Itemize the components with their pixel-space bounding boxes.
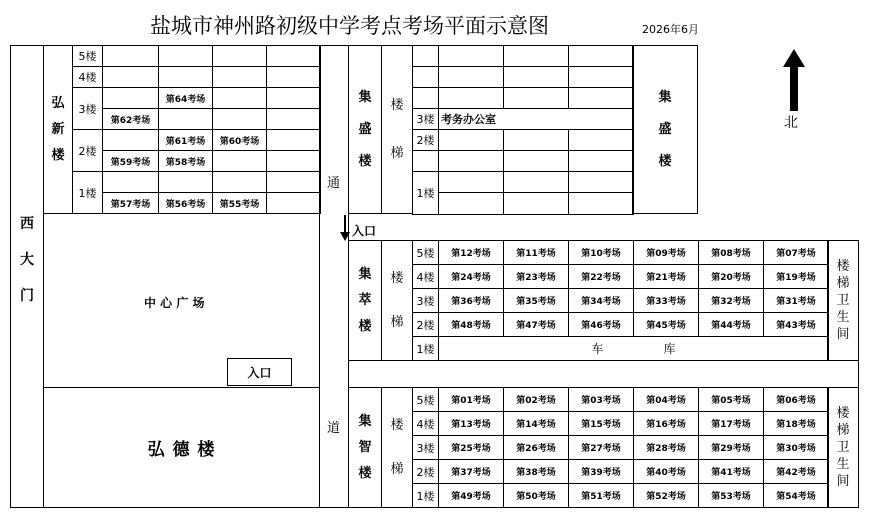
- room-cell: 第45考场: [634, 313, 699, 337]
- room-cell: [439, 88, 504, 109]
- jicui-building: [348, 240, 382, 361]
- room-cell: 第14考场: [504, 412, 569, 436]
- jicui-side-label: [828, 241, 858, 360]
- room-cell: 第38考场: [504, 460, 569, 484]
- vertical-char: 弘: [51, 95, 65, 111]
- room-cell: 第11考场: [504, 241, 569, 265]
- room-cell: 第03考场: [569, 388, 634, 412]
- room-cell: [267, 67, 321, 88]
- room-cell: [569, 46, 634, 67]
- room-cell: [569, 130, 634, 151]
- table-row: [413, 436, 829, 460]
- vertical-char: 楼: [390, 97, 404, 113]
- vertical-char: 楼: [836, 259, 850, 274]
- floor-label: 5楼: [413, 241, 439, 265]
- floor-label: 5楼: [413, 388, 439, 412]
- room-cell: [213, 151, 267, 172]
- vertical-char: 间: [836, 327, 850, 342]
- room-cell: [103, 88, 159, 109]
- hongxin-room-grid: [72, 45, 321, 214]
- jicui-stair-label: [382, 241, 412, 360]
- table-row: [413, 241, 829, 265]
- vertical-char: 集: [358, 266, 372, 282]
- room-cell: [569, 67, 634, 88]
- jizhi-side: [827, 387, 859, 508]
- room-cell: [504, 193, 569, 215]
- room-cell: 第31考场: [764, 289, 829, 313]
- floor-label: 2楼: [413, 130, 439, 151]
- room-cell: [103, 67, 159, 88]
- room-cell: 第07考场: [764, 241, 829, 265]
- vertical-char: 楼: [358, 318, 372, 334]
- room-cell: 第59考场: [103, 151, 159, 172]
- table-row: [413, 289, 829, 313]
- vertical-char: 梯: [836, 276, 850, 291]
- jizhi-building: [348, 387, 382, 508]
- floor-label: [413, 46, 439, 67]
- room-cell: 第01考场: [439, 388, 504, 412]
- table-row: [413, 46, 634, 67]
- passage: [319, 45, 349, 508]
- vertical-char: 门: [20, 288, 34, 304]
- vertical-char: 集: [658, 89, 672, 105]
- room-cell: [439, 172, 504, 193]
- room-cell: 第32考场: [699, 289, 764, 313]
- table-row: [73, 109, 321, 130]
- vertical-char: 智: [358, 439, 372, 455]
- room-cell: 第64考场: [159, 88, 213, 109]
- vertical-char: 西: [20, 216, 34, 232]
- room-cell: 第13考场: [439, 412, 504, 436]
- room-cell: [504, 151, 569, 172]
- table-row: [413, 484, 829, 508]
- vertical-char: 盛: [358, 121, 372, 137]
- vertical-char: 卫: [836, 293, 850, 308]
- floor-label: 1楼: [413, 337, 439, 361]
- room-cell: 第23考场: [504, 265, 569, 289]
- east-entrance-label: 入口: [352, 224, 377, 238]
- room-cell: [213, 109, 267, 130]
- jisheng-right-label: [633, 46, 697, 213]
- floor-label: 4楼: [73, 67, 103, 88]
- table-row: [73, 130, 321, 151]
- hongxin-building: [43, 45, 73, 214]
- room-cell: 第05考场: [699, 388, 764, 412]
- vertical-char: 大: [20, 252, 34, 268]
- room-cell: [439, 130, 504, 151]
- vertical-char: 梯: [390, 145, 404, 161]
- room-cell: 第27考场: [569, 436, 634, 460]
- room-cell: 第12考场: [439, 241, 504, 265]
- vertical-char: 间: [836, 474, 850, 489]
- office-cell: 考务办公室: [439, 109, 634, 130]
- room-cell: [213, 172, 267, 193]
- floor-label: 2楼: [413, 313, 439, 337]
- jizhi-room-grid: [412, 387, 829, 508]
- vertical-char: 卫: [836, 440, 850, 455]
- floor-label: 3楼: [73, 88, 103, 130]
- room-cell: [504, 67, 569, 88]
- room-cell: [213, 67, 267, 88]
- room-cell: [439, 67, 504, 88]
- room-cell: 第60考场: [213, 130, 267, 151]
- room-cell: [504, 88, 569, 109]
- jicui-building-label: [349, 241, 381, 360]
- central-plaza: [43, 213, 320, 388]
- room-cell: [569, 172, 634, 193]
- room-cell: 第36考场: [439, 289, 504, 313]
- room-cell: 第19考场: [764, 265, 829, 289]
- jizhi-building-label: [349, 388, 381, 507]
- floor-label: [413, 67, 439, 88]
- floor-label: 1楼: [73, 172, 103, 214]
- room-cell: [103, 172, 159, 193]
- vertical-char: 新: [51, 121, 65, 137]
- room-cell: 第62考场: [103, 109, 159, 130]
- hongde-building: 弘 德 楼: [43, 387, 320, 508]
- jizhi-stair: [381, 387, 413, 508]
- jizhi-side-label: [828, 388, 858, 507]
- room-cell: [569, 193, 634, 215]
- table-row: [73, 67, 321, 88]
- room-cell: [504, 46, 569, 67]
- room-cell: [267, 193, 321, 214]
- floor-label: [413, 88, 439, 109]
- jisheng-stair: [381, 45, 413, 214]
- vertical-char: 生: [836, 457, 850, 472]
- floor-label: 4楼: [413, 412, 439, 436]
- room-cell: 第28考场: [634, 436, 699, 460]
- down-arrow-icon: [340, 214, 350, 242]
- table-row: [413, 337, 829, 361]
- floor-label: 4楼: [413, 265, 439, 289]
- room-cell: 第61考场: [159, 130, 213, 151]
- room-cell: 第17考场: [699, 412, 764, 436]
- jicui-side: [827, 240, 859, 361]
- room-cell: [267, 109, 321, 130]
- jisheng-right-wing: [632, 45, 698, 214]
- room-cell: [159, 109, 213, 130]
- jizhi-stair-label: [382, 388, 412, 507]
- vertical-char: 萃: [358, 292, 372, 308]
- room-cell: [569, 151, 634, 172]
- room-cell: 第18考场: [764, 412, 829, 436]
- vertical-char: 集: [358, 413, 372, 429]
- room-cell: 第09考场: [634, 241, 699, 265]
- room-cell: 第47考场: [504, 313, 569, 337]
- floor-label: 5楼: [73, 46, 103, 67]
- room-cell: 第55考场: [213, 193, 267, 214]
- vertical-char: 楼: [658, 153, 672, 169]
- room-cell: 第37考场: [439, 460, 504, 484]
- room-cell: [439, 193, 504, 215]
- passage-char-2: 道: [327, 421, 341, 436]
- room-cell: 第50考场: [504, 484, 569, 508]
- floor-label: 2楼: [413, 460, 439, 484]
- room-cell: 第49考场: [439, 484, 504, 508]
- room-cell: 第15考场: [569, 412, 634, 436]
- room-cell: 第33考场: [634, 289, 699, 313]
- table-row: [73, 172, 321, 193]
- room-cell: 第25考场: [439, 436, 504, 460]
- room-cell: [439, 151, 504, 172]
- page-title: 盐城市神州路初级中学考点考场平面示意图: [150, 14, 549, 38]
- room-cell: 第22考场: [569, 265, 634, 289]
- jisheng-stair-label: [382, 46, 412, 213]
- room-cell: 第48考场: [439, 313, 504, 337]
- room-cell: 第08考场: [699, 241, 764, 265]
- room-cell: 第52考场: [634, 484, 699, 508]
- room-cell: 第40考场: [634, 460, 699, 484]
- room-cell: 第44考场: [699, 313, 764, 337]
- vertical-char: 楼: [51, 147, 65, 163]
- jicui-room-grid: [412, 240, 829, 361]
- room-cell: 第29考场: [699, 436, 764, 460]
- room-cell: 第57考场: [103, 193, 159, 214]
- north-label: 北: [784, 115, 798, 131]
- west-gate-label: [11, 206, 43, 314]
- table-row: [413, 67, 634, 88]
- room-cell: 第42考场: [764, 460, 829, 484]
- room-cell: 第46考场: [569, 313, 634, 337]
- room-cell: [213, 88, 267, 109]
- courtyard-strip: [348, 360, 859, 388]
- room-cell: 第43考场: [764, 313, 829, 337]
- table-row: [73, 88, 321, 109]
- table-row: [413, 412, 829, 436]
- vertical-char: 梯: [390, 314, 404, 330]
- table-row: [413, 88, 634, 109]
- north-arrow-icon: [782, 47, 806, 113]
- room-cell: [159, 67, 213, 88]
- floor-label: 2楼: [73, 130, 103, 172]
- room-cell: 第04考场: [634, 388, 699, 412]
- room-cell: 第56考场: [159, 193, 213, 214]
- floor-label: 3楼: [413, 109, 439, 130]
- room-cell: 第24考场: [439, 265, 504, 289]
- room-cell: 第10考场: [569, 241, 634, 265]
- table-row: [413, 460, 829, 484]
- room-cell: [439, 46, 504, 67]
- room-cell: 第54考场: [764, 484, 829, 508]
- room-cell: [504, 172, 569, 193]
- table-row: [413, 388, 829, 412]
- vertical-char: 盛: [658, 121, 672, 137]
- jisheng-building-label: [349, 46, 381, 213]
- room-cell: 第21考场: [634, 265, 699, 289]
- floor-label: 3楼: [413, 436, 439, 460]
- table-row: [73, 193, 321, 214]
- room-cell: 第16考场: [634, 412, 699, 436]
- table-row: [413, 265, 829, 289]
- table-row: [413, 313, 829, 337]
- room-cell: [267, 130, 321, 151]
- room-cell: [103, 130, 159, 151]
- room-cell: [267, 172, 321, 193]
- room-cell: 第58考场: [159, 151, 213, 172]
- vertical-char: 梯: [390, 461, 404, 477]
- date-label: 2026年6月: [642, 23, 699, 36]
- west-gate: [10, 45, 44, 508]
- room-cell: 第26考场: [504, 436, 569, 460]
- jisheng-room-grid: [412, 45, 634, 215]
- vertical-char: 楼: [836, 406, 850, 421]
- table-row: [413, 172, 634, 193]
- room-cell: [267, 46, 321, 67]
- vertical-char: 楼: [390, 417, 404, 433]
- jicui-stair: [381, 240, 413, 361]
- hongxin-building-label: [44, 46, 72, 213]
- vertical-char: 生: [836, 310, 850, 325]
- room-cell: 第30考场: [764, 436, 829, 460]
- table-row: [73, 46, 321, 67]
- floor-label: [413, 151, 439, 172]
- room-cell: 第41考场: [699, 460, 764, 484]
- room-cell: 第06考场: [764, 388, 829, 412]
- table-row: [413, 130, 634, 151]
- room-cell: [569, 88, 634, 109]
- room-cell: [213, 46, 267, 67]
- room-cell: 第02考场: [504, 388, 569, 412]
- plaza-entrance: 入口: [227, 358, 292, 386]
- vertical-char: 楼: [390, 270, 404, 286]
- vertical-char: 楼: [358, 465, 372, 481]
- room-cell: [103, 46, 159, 67]
- room-cell: 第51考场: [569, 484, 634, 508]
- room-cell: 第53考场: [699, 484, 764, 508]
- jisheng-building: [348, 45, 382, 214]
- vertical-char: 梯: [836, 423, 850, 438]
- floor-label: 1楼: [413, 172, 439, 215]
- room-cell: [267, 88, 321, 109]
- vertical-char: 楼: [358, 153, 372, 169]
- table-row: [413, 109, 634, 130]
- room-cell: 第39考场: [569, 460, 634, 484]
- passage-char-1: 通: [327, 176, 341, 191]
- vertical-char: 集: [358, 89, 372, 105]
- room-cell: [159, 46, 213, 67]
- room-cell: [267, 151, 321, 172]
- table-row: [73, 151, 321, 172]
- room-cell: 第34考场: [569, 289, 634, 313]
- room-cell: 第35考场: [504, 289, 569, 313]
- garage-cell: 车 库: [439, 337, 829, 361]
- central-plaza-label: 中 心 广 场: [144, 296, 205, 310]
- room-cell: [159, 172, 213, 193]
- floor-label: 3楼: [413, 289, 439, 313]
- room-cell: 第20考场: [699, 265, 764, 289]
- table-row: [413, 193, 634, 215]
- floor-label: 1楼: [413, 484, 439, 508]
- room-cell: [504, 130, 569, 151]
- table-row: [413, 151, 634, 172]
